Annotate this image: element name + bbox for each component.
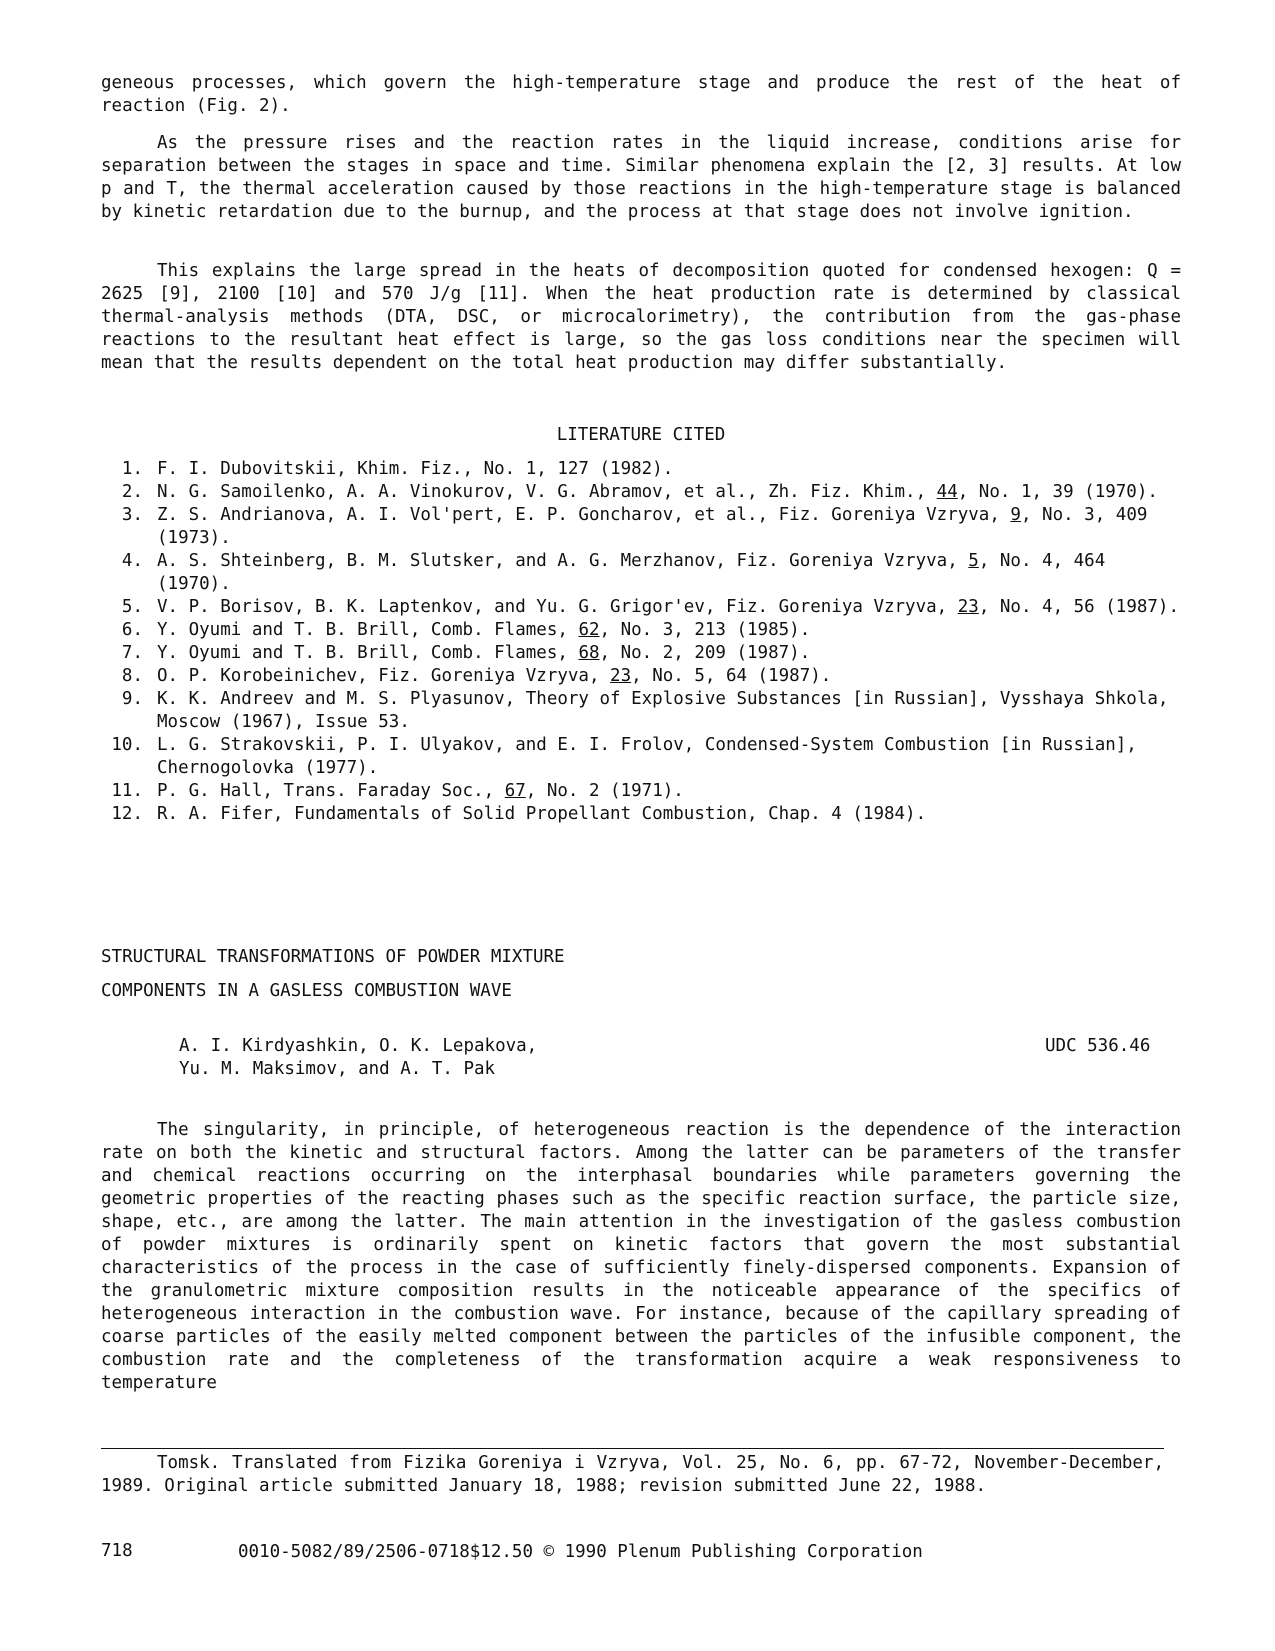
page-number: 718 — [101, 1541, 133, 1561]
reference-item — [101, 688, 1186, 734]
reference-number: 11. — [111, 781, 143, 801]
reference-text-tail: , No. 2, 209 (1987). — [599, 643, 811, 663]
reference-text-tail: , No. 5, 64 (1987). — [631, 666, 832, 686]
reference-number: 9. — [121, 689, 143, 709]
reference-text-tail: , No. 4, 464 (1970). — [157, 551, 1106, 594]
reference-text-tail: , No. 2 (1971). — [525, 781, 684, 801]
literature-cited-heading: LITERATURE CITED — [556, 425, 726, 445]
reference-text-tail: , No. 4, 56 (1987). — [978, 597, 1179, 617]
reference-text: P. G. Hall, Trans. Faraday Soc., — [157, 781, 505, 801]
reference-number: 2. — [121, 482, 143, 502]
article-title-line-2: COMPONENTS IN A GASLESS COMBUSTION WAVE — [101, 981, 512, 1001]
paragraph — [101, 260, 1181, 375]
reference-text: N. G. Samoilenko, A. A. Vinokurov, V. G. Abramov, et al., Zh. Fiz. Khim., — [157, 482, 937, 502]
reference-number: 1. — [121, 459, 143, 479]
reference-item — [101, 458, 1186, 481]
reference-item — [101, 550, 1186, 596]
reference-text: Z. S. Andrianova, A. I. Vol'pert, E. P. Goncharov, et al., Fiz. Goreniya Vzryva, — [157, 505, 1011, 525]
reference-number: 6. — [121, 620, 143, 640]
reference-volume: 9 — [1010, 505, 1021, 525]
reference-volume: 23 — [957, 597, 979, 617]
reference-text: A. S. Shteinberg, B. M. Slutsker, and A. G. Merzhanov, Fiz. Goreniya Vzryva, — [157, 551, 969, 571]
reference-number: 3. — [121, 505, 143, 525]
reference-list — [101, 458, 1186, 826]
reference-volume: 67 — [504, 781, 526, 801]
reference-number: 10. — [111, 735, 143, 755]
reference-text: Y. Oyumi and T. B. Brill, Comb. Flames, — [157, 643, 579, 663]
reference-volume: 5 — [968, 551, 979, 571]
reference-volume: 23 — [610, 666, 632, 686]
reference-item — [101, 642, 1186, 665]
paragraph-text: geneous processes, which govern the high-temperature stage and produce the rest of the heat of reaction (Fig. 2). — [101, 73, 1181, 116]
reference-text: L. G. Strakovskii, P. I. Ulyakov, and E. I. Frolov, Condensed-System Combustion [in Russian], Chernogolovka (1977). — [157, 735, 1137, 778]
reference-text-tail: , No. 1, 39 (1970). — [957, 482, 1158, 502]
article-title-line-1: STRUCTURAL TRANSFORMATIONS OF POWDER MIXTURE — [101, 947, 565, 967]
reference-item — [101, 619, 1186, 642]
reference-volume: 62 — [578, 620, 600, 640]
reference-item — [101, 596, 1186, 619]
reference-text: K. K. Andreev and M. S. Plyasunov, Theory of Explosive Substances [in Russian], Vysshaya Shkola, Moscow (1967), Issue 53. — [157, 689, 1169, 732]
reference-item — [101, 504, 1186, 550]
reference-item — [101, 665, 1186, 688]
paragraph-text: This explains the large spread in the heats of decomposition quoted for condensed hexogen: Q = 2625 [9], 2100 [10] and 570 J/g [11]. When the heat production rate is determined by classical thermal-analysis methods (DTA, DSC, or microcalorimetry), the contribution from the gas-phase reactions to the resultant heat effect is large, so the gas loss conditions near the specimen will mean that the results dependent on the total heat production may differ substantially. — [101, 261, 1181, 373]
reference-item — [101, 734, 1186, 780]
reference-volume: 68 — [578, 643, 600, 663]
reference-text: O. P. Korobeinichev, Fiz. Goreniya Vzryva, — [157, 666, 611, 686]
reference-text: R. A. Fifer, Fundamentals of Solid Propellant Combustion, Chap. 4 (1984). — [157, 804, 927, 824]
reference-number: 7. — [121, 643, 143, 663]
reference-number: 12. — [111, 804, 143, 824]
reference-text-tail: , No. 3, 409 (1973). — [157, 505, 1148, 548]
reference-item — [101, 481, 1186, 504]
article-abstract-paragraph — [101, 1119, 1181, 1395]
paragraph-text: The singularity, in principle, of heterogeneous reaction is the dependence of the interaction rate on both the kinetic and structural factors. Among the latter can be parameters of the transfer and chemical reactions occurring on the interphasal boundaries while parameters governing the geometric properties of the reacting phases such as the specific reaction surface, the particle size, shape, etc., are among the latter. The main attention in the investigation of the gasless combustion of powder mixtures is ordinarily spent on kinetic factors that govern the most substantial characteristics of the process in the case of sufficiently finely-dispersed components. Expansion of the granulometric mixture composition results in the noticeable appearance of the specifics of heterogeneous interaction in the combustion wave. For instance, because of the capillary spreading of coarse particles of the easily melted component between the particles of the infusible component, the combustion rate and the completeness of the transformation acquire a weak responsiveness to temperature — [101, 1120, 1181, 1393]
reference-item — [101, 780, 1186, 803]
reference-number: 8. — [121, 666, 143, 686]
reference-volume: 44 — [936, 482, 958, 502]
footnote-divider — [101, 1448, 1164, 1449]
reference-text-tail: , No. 3, 213 (1985). — [599, 620, 811, 640]
reference-text: F. I. Dubovitskii, Khim. Fiz., No. 1, 127 (1982). — [157, 459, 674, 479]
article-authors-line-2: Yu. M. Maksimov, and A. T. Pak — [179, 1059, 496, 1079]
reference-text: V. P. Borisov, B. K. Laptenkov, and Yu. G. Grigor'ev, Fiz. Goreniya Vzryva, — [157, 597, 958, 617]
reference-text: Y. Oyumi and T. B. Brill, Comb. Flames, — [157, 620, 579, 640]
reference-item — [101, 803, 1186, 826]
paragraph — [101, 132, 1181, 224]
copyright-line: 0010-5082/89/2506-0718$12.50 © 1990 Plenum Publishing Corporation — [238, 1542, 923, 1562]
paragraph-text: As the pressure rises and the reaction rates in the liquid increase, conditions arise for separation between the stages in space and time. Similar phenomena explain the [2, 3] results. At low p and T, the thermal acceleration caused by those reactions in the high-temperature stage is balanced by kinetic retardation due to the burnup, and the process at that stage does not involve ignition. — [101, 133, 1181, 222]
reference-number: 4. — [121, 551, 143, 571]
reference-number: 5. — [121, 597, 143, 617]
udc-code: UDC 536.46 — [1045, 1036, 1151, 1056]
paragraph-continuation — [101, 72, 1181, 118]
article-authors-line-1: A. I. Kirdyashkin, O. K. Lepakova, — [179, 1036, 538, 1056]
footnote: Tomsk. Translated from Fizika Goreniya i Vzryva, Vol. 25, No. 6, pp. 67-72, November-December, 1989. Original article submitted January 18, 1988; revision submitted June 22, 1988. — [101, 1453, 1164, 1496]
